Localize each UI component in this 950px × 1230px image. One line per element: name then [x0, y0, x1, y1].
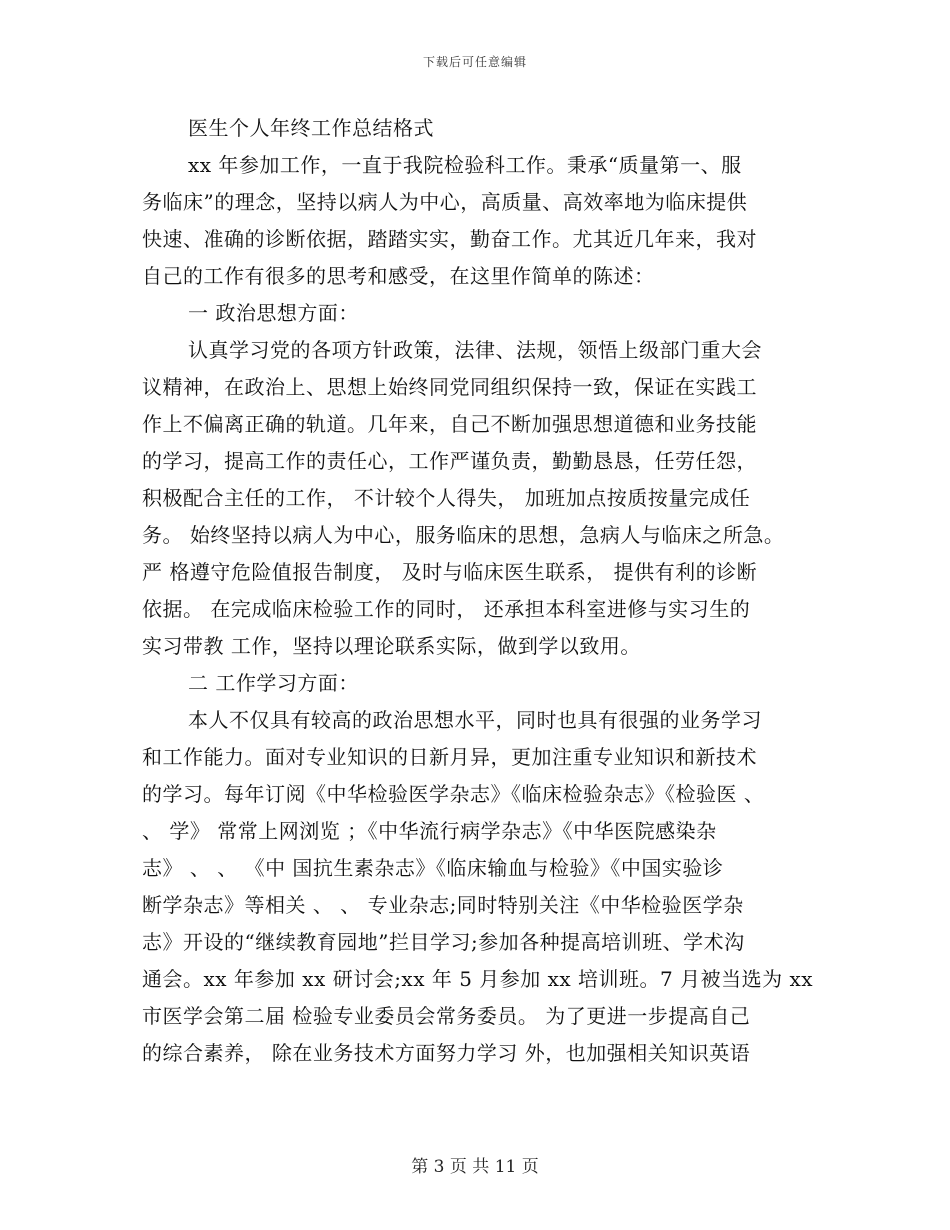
text-line: 议精神，在政治上、思想上始终同党同组织保持一致，保证在实践工: [142, 375, 757, 399]
text-line: 、 学》 常常上网浏览 ；《中华流行病学杂志》《中华医院感染杂: [142, 819, 717, 843]
text-line: 志》 、 、 《中 国抗生素杂志》《临床输血与检验》《中国实验诊: [142, 856, 724, 880]
section-heading: 二 工作学习方面：: [188, 671, 359, 695]
text-line: xx 年参加工作，一直于我院检验科工作。秉承“质量第一、服: [188, 153, 742, 177]
page-header: 下载后可任意编辑: [422, 55, 527, 69]
text-line: 依据。 在完成临床检验工作的同时， 还承担本科室进修与实习生的: [142, 597, 751, 621]
text-line: 通会。xx 年参加 xx 研讨会;xx 年 5 月参加 xx 培训班。7 月被当选为 xx: [142, 967, 814, 991]
text-line: 的学习。每年订阅《中华检验医学杂志》《临床检验杂志》《检验医 、: [142, 782, 765, 806]
text-line: 快速、准确的诊断依据，踏踏实实，勤奋工作。尤其近几年来，我对: [142, 227, 757, 251]
document-body: [142, 110, 822, 1072]
document-title: 医生个人年终工作总结格式: [188, 116, 434, 140]
text-line: 自己的工作有很多的思考和感受，在这里作简单的陈述：: [142, 264, 655, 288]
text-line: 断学杂志》等相关 、 、 专业杂志;同时特别关注《中华检验医学杂: [142, 893, 744, 917]
text-line: 市医学会第二届 检验专业委员会常务委员。 为了更进一步提高自己: [142, 1004, 751, 1028]
text-line: 实习带教 工作，坚持以理论联系实际，做到学以致用。: [142, 634, 641, 658]
text-line: 志》开设的“继续教育园地”拦目学习;参加各种提高培训班、学术沟: [142, 930, 745, 954]
text-line: 认真学习党的各项方针政策，法律、法规，领悟上级部门重大会: [188, 338, 762, 362]
text-line: 严 格遵守危险值报告制度， 及时与临床医生联系， 提供有利的诊断: [142, 560, 758, 584]
text-line: 务临床”的理念，坚持以病人为中心，高质量、高效率地为临床提供: [142, 190, 748, 214]
text-line: 和工作能力。面对专业知识的日新月异，更加注重专业知识和新技术: [142, 745, 757, 769]
text-line: 作上不偏离正确的轨道。几年来，自己不断加强思想道德和业务技能: [142, 412, 757, 436]
page-footer: 第 3 页 共 11 页: [411, 1157, 539, 1177]
section-heading: 一 政治思想方面：: [188, 301, 359, 325]
text-line: 积极配合主任的工作， 不计较个人得失， 加班加点按质按量完成任: [142, 486, 751, 510]
text-line: 的学习，提高工作的责任心，工作严谨负责，勤勤恳恳，任劳任怨，: [142, 449, 757, 473]
text-line: 本人不仅具有较高的政治思想水平，同时也具有很强的业务学习: [188, 708, 762, 732]
text-line: 务。 始终坚持以病人为中心，服务临床的思想，急病人与临床之所急。: [142, 523, 785, 547]
text-line: 的综合素养， 除在业务技术方面努力学习 外，也加强相关知识英语: [142, 1041, 751, 1065]
